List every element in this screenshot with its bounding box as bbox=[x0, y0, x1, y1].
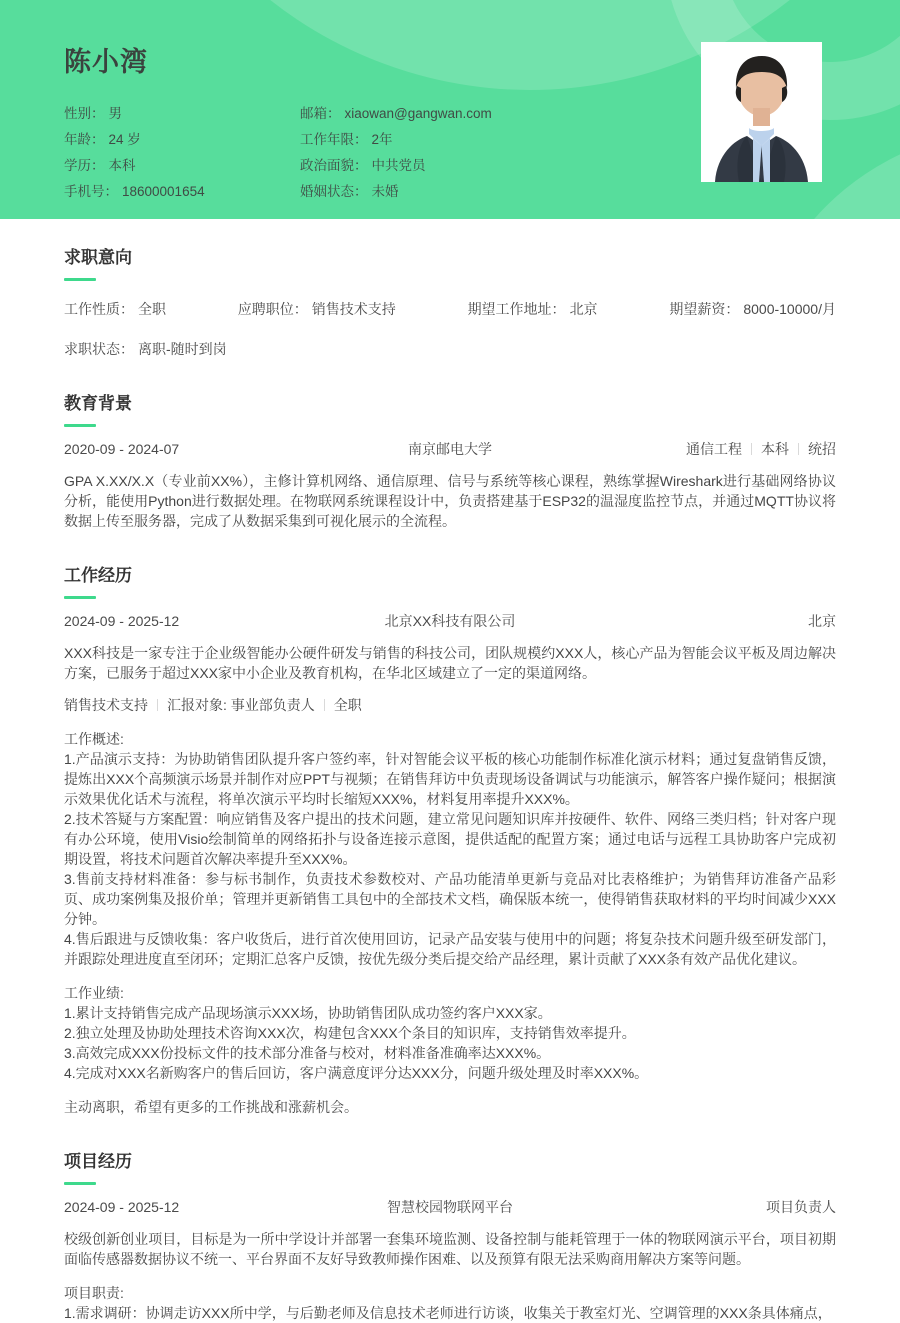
field-degree: 学历： 本科 bbox=[64, 158, 136, 173]
section-title-work: 工作经历 bbox=[64, 566, 132, 585]
resume-header bbox=[0, 0, 900, 219]
section-job-intent bbox=[64, 243, 836, 359]
resume-body bbox=[0, 243, 900, 1323]
work-overview-label: 工作概述: bbox=[64, 731, 124, 747]
field-experience-years: 工作年限： 2年 bbox=[300, 132, 393, 147]
work-achievement-item: 3.高效完成XXX份投标文件的技术部分准备与校对，材料准备准确率达XXX%。 bbox=[64, 1045, 551, 1061]
education-meta-row bbox=[64, 439, 836, 459]
divider bbox=[157, 699, 158, 711]
profile-photo bbox=[701, 42, 822, 182]
divider bbox=[798, 443, 799, 455]
personal-info-left bbox=[64, 101, 300, 205]
work-overview-item: 1.产品演示支持：为协助销售团队提升客户签约率，针对智能会议平板的核心功能制作标准化演示材料；通过复盘销售反馈，提炼出XXX个高频演示场景并制作对应PPT与视频；在销售拜访中负责现场设备调试与功能演示，解答客户操作疑问；根据演示效果优化话术与流程，将单次演示平均时长缩短XXX%，材料复用率提升XXX%。 bbox=[64, 751, 836, 807]
field-marital-status: 婚姻状态： 未婚 bbox=[300, 184, 399, 199]
personal-info-right bbox=[300, 101, 492, 205]
work-company: 北京XX科技有限公司 bbox=[384, 613, 516, 629]
title-accent-bar bbox=[64, 1182, 96, 1185]
field-email: 邮箱： xiaowan@gangwan.com bbox=[300, 106, 492, 121]
education-date: 2020-09 - 2024-07 bbox=[64, 441, 180, 457]
section-work-experience bbox=[64, 561, 836, 1117]
leave-reason: 主动离职，希望有更多的工作挑战和涨薪机会。 bbox=[64, 1099, 358, 1115]
work-location: 北京 bbox=[808, 613, 836, 629]
project-date: 2024-09 - 2025-12 bbox=[64, 1199, 180, 1215]
intent-position: 应聘职位： 销售技术支持 bbox=[237, 301, 396, 317]
intent-status: 求职状态： 离职-随时到岗 bbox=[64, 341, 227, 357]
section-project-experience bbox=[64, 1147, 836, 1323]
divider bbox=[751, 443, 752, 455]
work-achievement-item: 1.累计支持销售完成产品现场演示XXX场，协助销售团队成功签约客户XXX家。 bbox=[64, 1005, 552, 1021]
position-title: 销售技术支持 bbox=[64, 697, 148, 713]
section-education bbox=[64, 389, 836, 531]
field-phone: 手机号： 18600001654 bbox=[64, 184, 205, 199]
education-admission-type: 统招 bbox=[808, 441, 836, 457]
project-duty-item: 1.需求调研：协调走访XXX所中学，与后勤老师及信息技术老师进行访谈，收集关于教室灯光、空调管理的XXX条具体痛点， bbox=[64, 1305, 832, 1321]
field-gender: 性别： 男 bbox=[64, 106, 122, 121]
title-accent-bar bbox=[64, 424, 96, 427]
work-meta-row bbox=[64, 611, 836, 631]
title-accent-bar bbox=[64, 278, 96, 281]
work-overview-item: 3.售前支持材料准备：参与标书制作，负责技术参数校对、产品功能清单更新与竞品对比表格维护；为销售拜访准备产品彩页、成功案例集及报价单；管理并更新销售工具包中的全部技术文档，确保版本统一，使得销售获取材料的平均时间减少XXX分钟。 bbox=[64, 871, 836, 927]
project-intro: 校级创新创业项目，目标是为一所中学设计并部署一套集环境监测、设备控制与能耗管理于一体的物联网演示平台，项目初期面临传感器数据协议不统一、平台界面不友好导致教师操作困难、以及预算有限无法采购商用解决方案等问题。 bbox=[64, 1231, 836, 1267]
section-title-job-intent: 求职意向 bbox=[64, 248, 132, 267]
report-to: 汇报对象: 事业部负责人 bbox=[167, 697, 315, 713]
education-description: GPA X.XX/X.X（专业前XX%），主修计算机网络、通信原理、信号与系统等核心课程，熟练掌握Wireshark进行基础网络协议分析，能使用Python进行数据处理。在物联网系统课程设计中，负责搭建基于ESP32的温湿度监控节点，并通过MQTT协议将数据上传至服务器，完成了从数据采集到可视化展示的全流程。 bbox=[64, 473, 836, 529]
education-major: 通信工程 bbox=[686, 441, 742, 457]
project-role: 项目负责人 bbox=[766, 1199, 836, 1215]
intent-row bbox=[64, 299, 836, 319]
title-accent-bar bbox=[64, 596, 96, 599]
divider bbox=[324, 699, 325, 711]
candidate-name: 陈小湾 bbox=[64, 47, 148, 77]
education-tags bbox=[606, 439, 836, 459]
section-title-education: 教育背景 bbox=[64, 394, 132, 413]
intent-location: 期望工作地址： 北京 bbox=[467, 301, 598, 317]
work-achievements-block bbox=[64, 983, 836, 1083]
education-degree: 本科 bbox=[761, 441, 789, 457]
position-row bbox=[64, 695, 836, 715]
education-school: 南京邮电大学 bbox=[408, 441, 492, 457]
work-achievement-item: 4.完成对XXX名新购客户的售后回访，客户满意度评分达XXX分，问题升级处理及时率XXX%。 bbox=[64, 1065, 649, 1081]
company-intro: XXX科技是一家专注于企业级智能办公硬件研发与销售的科技公司，团队规模约XXX人，核心产品为智能会议平板及周边解决方案，已服务于超过XXX家中小企业及教育机构，在华北区域建立了一定的渠道网络。 bbox=[64, 645, 836, 681]
section-title-project: 项目经历 bbox=[64, 1152, 132, 1171]
intent-salary: 期望薪资： 8000-10000/月 bbox=[669, 301, 836, 317]
work-overview-item: 2.技术答疑与方案配置：响应销售及客户提出的技术问题，建立常见问题知识库并按硬件、软件、网络三类归档；针对客户现有办公环境，使用Visio绘制简单的网络拓扑与设备连接示意图，提供适配的配置方案；通过电话与远程工具协助客户完成初期设置，将技术问题首次解决率提升至XXX%。 bbox=[64, 811, 836, 867]
work-date: 2024-09 - 2025-12 bbox=[64, 613, 180, 629]
job-type: 全职 bbox=[333, 697, 362, 713]
field-political-status: 政治面貌： 中共党员 bbox=[300, 158, 426, 173]
project-duty-block bbox=[64, 1283, 836, 1323]
field-age: 年龄： 24 岁 bbox=[64, 132, 141, 147]
work-overview-item: 4.售后跟进与反馈收集：客户收货后，进行首次使用回访，记录产品安装与使用中的问题；将复杂技术问题升级至研发部门，并跟踪处理进度直至闭环；定期汇总客户反馈，按优先级分类后提交给产品经理，累计贡献了XXX条有效产品优化建议。 bbox=[64, 931, 836, 967]
work-achievements-label: 工作业绩: bbox=[64, 985, 124, 1001]
intent-work-type: 工作性质： 全职 bbox=[64, 301, 166, 317]
project-meta-row bbox=[64, 1197, 836, 1217]
work-overview-block bbox=[64, 729, 836, 969]
project-name: 智慧校园物联网平台 bbox=[387, 1199, 513, 1215]
work-achievement-item: 2.独立处理及协助处理技术咨询XXX次，构建包含XXX个条目的知识库，支持销售效率提升。 bbox=[64, 1025, 636, 1041]
project-duty-label: 项目职责: bbox=[64, 1285, 124, 1301]
